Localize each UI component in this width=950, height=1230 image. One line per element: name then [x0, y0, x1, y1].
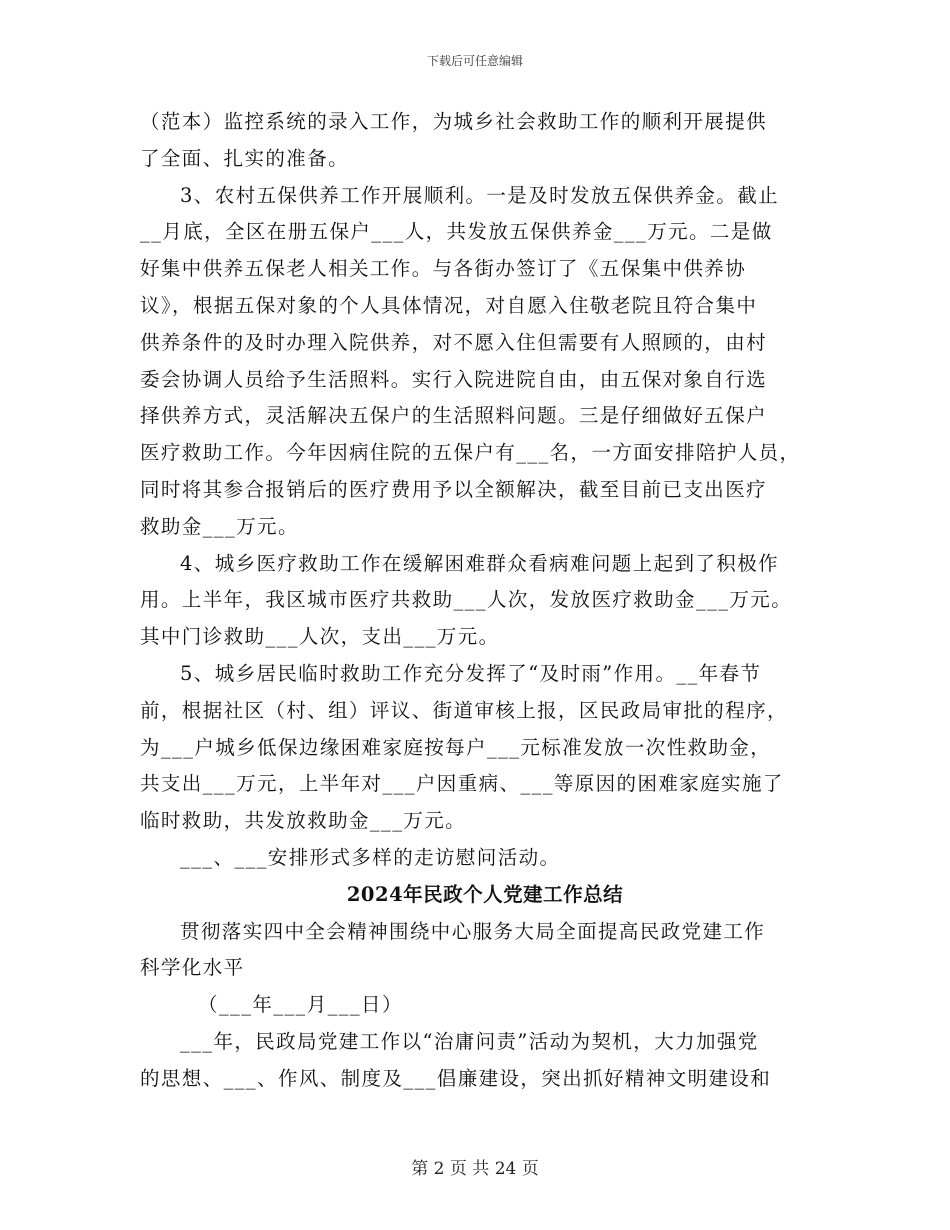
text-line: 临时救助，共发放救助金___万元。: [140, 809, 467, 833]
text-line: 贯彻落实四中全会精神围绕中心服务大局全面提高民政党建工作: [180, 919, 766, 943]
text-line: 3、农村五保供养工作开展顺利。一是及时发放五保供养金。截止: [180, 183, 780, 207]
text-line: 用。上半年，我区城市医疗共救助___人次，发放医疗救助金___万元。: [140, 588, 793, 612]
text-line: __月底，全区在册五保户___人，共发放五保供养金___万元。二是做: [140, 220, 773, 244]
text-line: ___年，民政局党建工作以“治庸问责”活动为契机，大力加强党: [180, 1029, 759, 1053]
text-line: （范本）监控系统的录入工作，为城乡社会救助工作的顺利开展提供: [140, 110, 768, 133]
text-line: 为___户城乡低保边缘困难家庭按每户___元标准发放一次性救助金，: [140, 735, 772, 759]
text-line: 择供养方式，灵活解决五保户的生活照料问题。三是仔细做好五保户: [140, 404, 768, 428]
text-line: 5、城乡居民临时救助工作充分发挥了“及时雨”作用。__年春节: [180, 661, 762, 685]
text-line: 医疗救助工作。今年因病住院的五保户有___名，一方面安排陪护人员，: [140, 441, 801, 465]
text-line: 前，根据社区（村、组）评议、街道审核上报，区民政局审批的程序，: [140, 698, 788, 722]
text-line: 供养条件的及时办理入院供养，对不愿入住但需要有人照顾的，由村: [140, 330, 768, 354]
document-body: [140, 104, 810, 1098]
text-line: 4、城乡医疗救助工作在缓解困难群众看病难问题上起到了积极作: [180, 551, 780, 575]
text-line: 同时将其参合报销后的医疗费用予以全额解决，截至目前已支出医疗: [140, 477, 768, 501]
text-line: 的思想、___、作风、制度及___倡廉建设，突出抓好精神文明建设和: [140, 1066, 772, 1090]
text-line: 共支出___万元，上半年对___户因重病、___等原因的困难家庭实施了: [140, 772, 784, 796]
text-line: ___、___安排形式多样的走访慰问活动。: [180, 845, 561, 869]
text-line: 科学化水平: [140, 956, 245, 980]
text-line: 了全面、扎实的准备。: [140, 146, 350, 170]
text-line: 好集中供养五保老人相关工作。与各街办签订了《五保集中供养协: [140, 257, 747, 281]
text-line: 其中门诊救助___人次，支出___万元。: [140, 625, 500, 649]
text-line: 议》，根据五保对象的个人具体情况，对自愿入住敬老院且符合集中: [140, 293, 758, 317]
section-title: 2024年民政个人党建工作总结: [346, 882, 624, 906]
page-number: 第 2 页 共 24 页: [411, 1159, 539, 1179]
date-line: （___年___月___日）: [198, 993, 403, 1017]
page-header-note: 下载后可任意编辑: [426, 54, 523, 68]
text-line: 救助金___万元。: [140, 514, 299, 538]
text-line: 委会协调人员给予生活照料。实行入院进院自由，由五保对象自行选: [140, 367, 768, 391]
